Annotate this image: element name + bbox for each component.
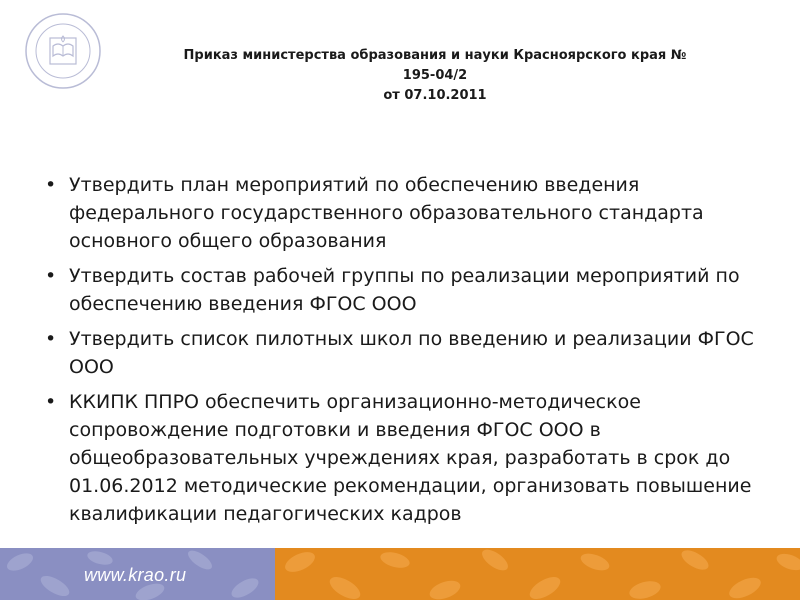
title-line-3: от 07.10.2011 xyxy=(383,88,487,103)
title-line-1: Приказ министерства образования и науки Красноярского края № xyxy=(183,48,687,63)
site-url[interactable]: www.krao.ru xyxy=(84,565,187,585)
bullet-item: • Утвердить состав рабочей группы по реализации мероприятий по обеспечению введения ФГОС ООО xyxy=(45,262,775,318)
slide-title xyxy=(120,46,750,106)
footer-banner xyxy=(0,548,800,600)
bullet-item: • Утвердить список пилотных школ по введению и реализации ФГОС ООО xyxy=(45,325,775,381)
ministry-logo xyxy=(24,12,102,90)
book-emblem-icon xyxy=(24,12,102,90)
bullet-list xyxy=(45,171,775,535)
bullet-item: • ККИПК ППРО обеспечить организационно-методическое сопровождение подготовки и введения ФГОС ООО в общеобразовательных учреждениях края, разработать в срок до 01.06.2012 методические рекомендации, организовать повышение квалификации педагогических кадров xyxy=(45,388,775,528)
title-line-2: 195-04/2 xyxy=(402,68,468,83)
bullet-item: • Утвердить план мероприятий по обеспечению введения федерального государственного образовательного стандарта основного общего образования xyxy=(45,171,775,255)
